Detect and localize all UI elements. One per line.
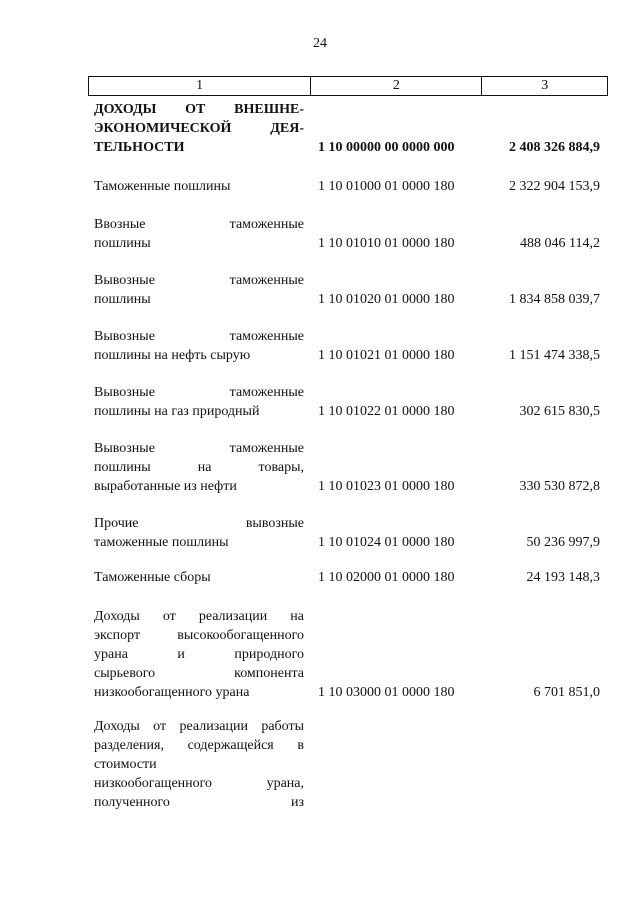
row-amount: 302 615 830,5 <box>519 404 600 419</box>
description-line: низкообогащенного урана <box>94 685 250 700</box>
description-line: Таможенные пошлины <box>94 179 231 194</box>
row-description <box>94 383 304 421</box>
row-code: 1 10 01020 01 0000 180 <box>318 292 455 307</box>
description-line: урана и природного <box>94 647 304 662</box>
row-amount: 50 236 997,9 <box>526 535 600 550</box>
column-header-1: 1 <box>196 78 204 93</box>
column-header-3: 3 <box>481 77 607 95</box>
row-code: 1 10 00000 00 0000 000 <box>318 140 455 155</box>
row-code: 1 10 01023 01 0000 180 <box>318 479 455 494</box>
row-description <box>94 177 304 196</box>
description-line: пошлины <box>94 292 151 307</box>
description-line: Ввозные таможенные <box>94 217 304 232</box>
description-line: разделения, содержащейся в <box>94 738 304 753</box>
description-line: ТЕЛЬНОСТИ <box>94 140 185 155</box>
row-amount: 2 322 904 153,9 <box>509 179 600 194</box>
description-line: стоимости <box>94 757 157 772</box>
description-line: Таможенные сборы <box>94 570 211 585</box>
table-header <box>88 76 608 96</box>
row-description <box>94 271 304 309</box>
row-amount: 2 408 326 884,9 <box>509 140 600 155</box>
description-line: ДОХОДЫ ОТ ВНЕШНЕ- <box>94 102 304 117</box>
column-header-2: 2 <box>310 77 481 95</box>
description-line: низкообогащенного урана, <box>94 776 304 791</box>
description-line: пошлины на товары, <box>94 460 304 475</box>
row-code: 1 10 01010 01 0000 180 <box>318 236 455 251</box>
row-code: 1 10 01021 01 0000 180 <box>318 348 455 363</box>
description-line: пошлины <box>94 236 151 251</box>
description-line: сырьевого компонента <box>94 666 304 681</box>
row-amount: 6 701 851,0 <box>533 685 600 700</box>
description-line: Вывозные таможенные <box>94 273 304 288</box>
row-description <box>94 100 304 157</box>
description-line: выработанные из нефти <box>94 479 237 494</box>
row-amount: 1 151 474 338,5 <box>509 348 600 363</box>
description-line: таможенные пошлины <box>94 535 229 550</box>
description-line: Вывозные таможенные <box>94 385 304 400</box>
row-code: 1 10 01000 01 0000 180 <box>318 179 455 194</box>
description-line: ЭКОНОМИЧЕСКОЙ ДЕЯ- <box>94 121 304 136</box>
row-description <box>94 327 304 365</box>
row-amount: 24 193 148,3 <box>526 570 600 585</box>
row-description <box>94 607 304 702</box>
row-code: 1 10 03000 01 0000 180 <box>318 685 455 700</box>
row-code: 1 10 01024 01 0000 180 <box>318 535 455 550</box>
description-line: Доходы от реализации на <box>94 609 304 624</box>
row-amount: 488 046 114,2 <box>520 236 600 251</box>
description-line: Доходы от реализации работы <box>94 719 304 734</box>
description-line: пошлины на нефть сырую <box>94 348 251 363</box>
row-code: 1 10 01022 01 0000 180 <box>318 404 455 419</box>
row-description <box>94 717 304 812</box>
row-amount: 330 530 872,8 <box>519 479 600 494</box>
row-code: 1 10 02000 01 0000 180 <box>318 570 455 585</box>
description-line: полученного из <box>94 795 304 810</box>
row-amount: 1 834 858 039,7 <box>509 292 600 307</box>
description-line: Прочие вывозные <box>94 516 304 531</box>
row-description <box>94 514 304 552</box>
page-number: 24 <box>313 36 327 51</box>
row-description <box>94 568 304 587</box>
row-description <box>94 439 304 496</box>
description-line: Вывозные таможенные <box>94 329 304 344</box>
description-line: Вывозные таможенные <box>94 441 304 456</box>
description-line: пошлины на газ природный <box>94 404 260 419</box>
row-description <box>94 215 304 253</box>
description-line: экспорт высокообогащенного <box>94 628 304 643</box>
